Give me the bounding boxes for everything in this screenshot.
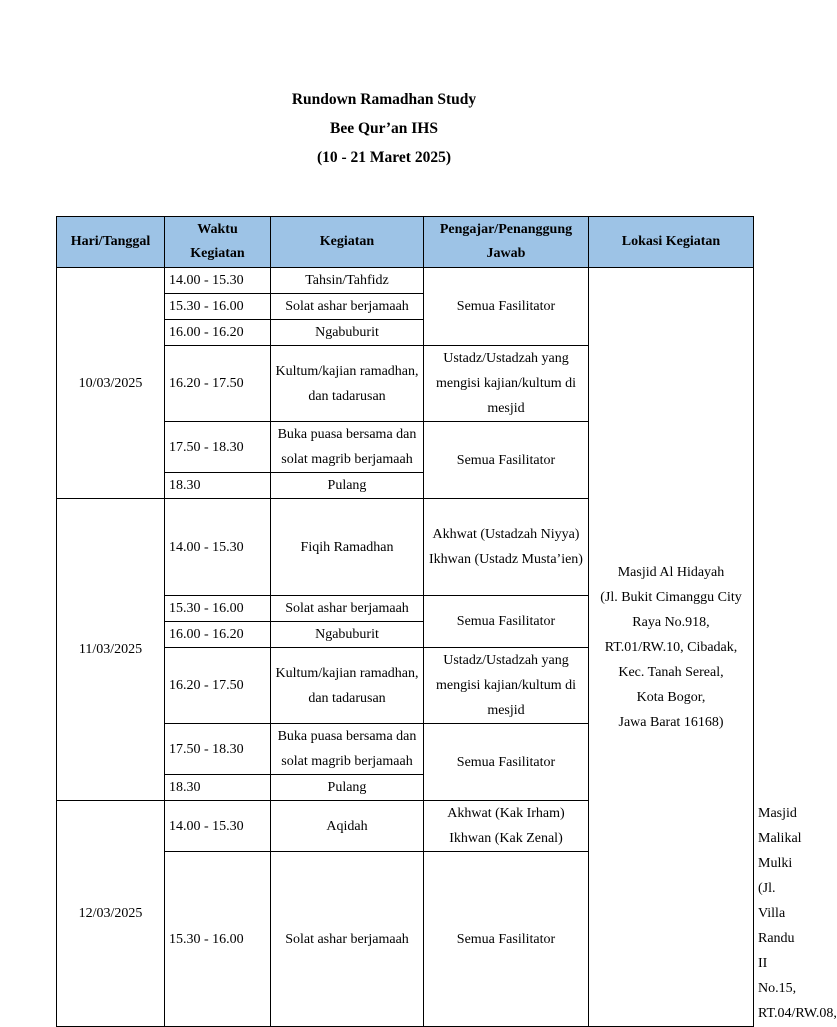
date-cell: 10/03/2025 xyxy=(57,268,165,499)
time-cell: 18.30 xyxy=(165,473,271,499)
time-cell: 16.20 - 17.50 xyxy=(165,346,271,422)
pic-cell: Semua Fasilitator xyxy=(424,852,589,1027)
document-title xyxy=(0,85,768,172)
time-cell: 15.30 - 16.00 xyxy=(165,294,271,320)
activity-cell: Solat ashar berjamaah xyxy=(271,294,424,320)
pic-cell: Semua Fasilitator xyxy=(424,596,589,648)
time-cell: 15.30 - 16.00 xyxy=(165,596,271,622)
location-cell: Masjid Al Hidayah (Jl. Bukit Cimanggu City Raya No.918, RT.01/RW.10, Cibadak, Kec. Tanah Sereal, Kota Bogor, Jawa Barat 16168) xyxy=(589,268,754,1027)
title-line-1: Rundown Ramadhan Study xyxy=(291,91,477,108)
header-activity: Kegiatan xyxy=(271,217,424,268)
activity-cell: Ngabuburit xyxy=(271,622,424,648)
activity-cell: Aqidah xyxy=(271,801,424,852)
time-cell: 16.20 - 17.50 xyxy=(165,648,271,724)
time-cell: 17.50 - 18.30 xyxy=(165,422,271,473)
time-cell: 14.00 - 15.30 xyxy=(165,499,271,596)
pic-cell: Akhwat (Kak Irham) Ikhwan (Kak Zenal) xyxy=(424,801,589,852)
table-row: 12/03/2025 14.00 - 15.30 Aqidah Akhwat (Kak Irham) Ikhwan (Kak Zenal) Masjid Malikal Mulki (Jl. Villa Randu II No.15, RT.04/RW.08, xyxy=(57,801,754,852)
time-cell: 17.50 - 18.30 xyxy=(165,724,271,775)
date-cell: 12/03/2025 xyxy=(57,801,165,1027)
time-cell: 16.00 - 16.20 xyxy=(165,320,271,346)
time-cell: 14.00 - 15.30 xyxy=(165,268,271,294)
header-date: Hari/Tanggal xyxy=(57,217,165,268)
activity-cell: Ngabuburit xyxy=(271,320,424,346)
pic-cell: Akhwat (Ustadzah Niyya) Ikhwan (Ustadz Musta’ien) xyxy=(424,499,589,596)
activity-cell: Fiqih Ramadhan xyxy=(271,499,424,596)
time-cell: 14.00 - 15.30 xyxy=(165,801,271,852)
activity-cell: Tahsin/Tahfidz xyxy=(271,268,424,294)
table-row xyxy=(57,268,754,294)
pic-cell: Ustadz/Ustadzah yang mengisi kajian/kultum di mesjid xyxy=(424,648,589,724)
rundown-table xyxy=(56,216,837,1027)
activity-cell: Kultum/kajian ramadhan, dan tadarusan xyxy=(271,346,424,422)
table-header-row xyxy=(57,217,754,268)
pic-cell: Ustadz/Ustadzah yang mengisi kajian/kultum di mesjid xyxy=(424,346,589,422)
pic-cell: Semua Fasilitator xyxy=(424,268,589,346)
time-cell: 16.00 - 16.20 xyxy=(165,622,271,648)
header-time: Waktu Kegiatan xyxy=(165,217,271,268)
activity-cell: Pulang xyxy=(271,775,424,801)
header-location: Lokasi Kegiatan xyxy=(589,217,754,268)
header-pic: Pengajar/Penanggung Jawab xyxy=(424,217,589,268)
time-cell: 15.30 - 16.00 xyxy=(165,852,271,1027)
activity-cell: Solat ashar berjamaah xyxy=(271,596,424,622)
time-cell: 18.30 xyxy=(165,775,271,801)
title-line-2: Bee Qur’an IHS xyxy=(330,120,438,137)
activity-cell: Buka puasa bersama dan solat magrib berjamaah xyxy=(271,422,424,473)
pic-cell: Semua Fasilitator xyxy=(424,724,589,801)
date-cell: 11/03/2025 xyxy=(57,499,165,801)
activity-cell: Pulang xyxy=(271,473,424,499)
activity-cell: Buka puasa bersama dan solat magrib berjamaah xyxy=(271,724,424,775)
activity-cell: Solat ashar berjamaah xyxy=(271,852,424,1027)
activity-cell: Kultum/kajian ramadhan, dan tadarusan xyxy=(271,648,424,724)
title-line-3: (10 - 21 Maret 2025) xyxy=(316,149,451,166)
pic-cell: Semua Fasilitator xyxy=(424,422,589,499)
